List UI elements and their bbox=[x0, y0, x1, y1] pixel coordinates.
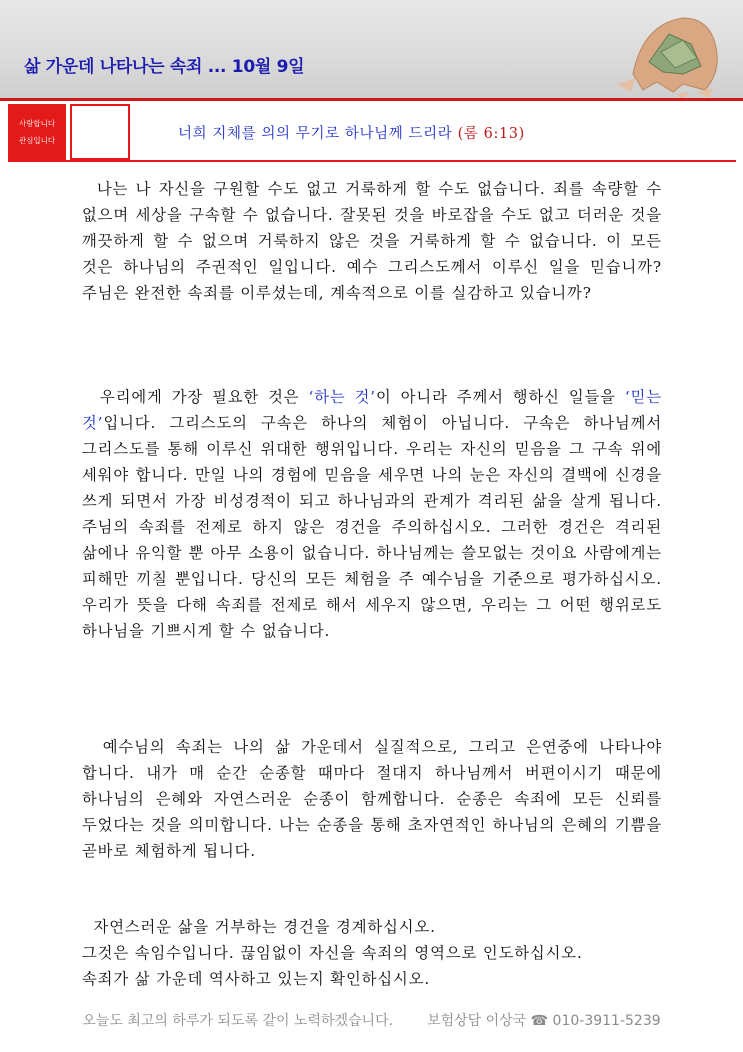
paragraph-3 bbox=[82, 734, 662, 864]
page-footer bbox=[0, 1010, 743, 1030]
paragraph-4-line-1 bbox=[82, 914, 662, 940]
paragraph-2-text-c: 이 아니라 주께서 행하신 일들을 bbox=[376, 388, 625, 406]
verse-text: 너희 지체를 의의 무기로 하나님께 드리라 bbox=[178, 126, 453, 142]
paragraph-4-line-1-text: 자연스러운 삶을 거부하는 경건을 경계하십시오. bbox=[93, 918, 436, 936]
footer-slogan: 오늘도 최고의 하루가 되도록 같이 노력하겠습니다. bbox=[82, 1013, 394, 1029]
header-divider bbox=[0, 98, 743, 101]
paragraph-2-highlight-doing: ‘하는 것’ bbox=[308, 388, 377, 406]
label-badge bbox=[8, 104, 66, 160]
paragraph-1-text: 나는 나 자신을 구원할 수도 없고 거룩하게 할 수도 없습니다. 죄를 속량할 수 없으며 세상을 구속할 수 없습니다. 잘못된 것을 바로잡을 수도 없고 더러운 것을 깨끗하게 할 수 없으며 거룩하지 않은 것을 거룩하게 할 수 없습니다. 이 모든 것은 하나님의 주권적인 일입니다. 예수 그리스도께서 이루신 일을 믿습니까? 주님은 완전한 속죄를 이루셨는데, 계속적으로 이를 실감하고 있습니까? bbox=[82, 180, 663, 302]
bible-verse bbox=[178, 122, 525, 143]
page-header bbox=[0, 0, 743, 100]
paragraph-4-line-2: 그것은 속임수입니다. 끊임없이 자신을 속죄의 영역으로 인도하십시오. bbox=[82, 944, 583, 962]
label-line-care: 관심입니다 bbox=[18, 135, 56, 145]
paragraph-2-highlight-believing: ‘믿는 것’ bbox=[82, 388, 662, 432]
footer-phone: 010-3911-5239 bbox=[552, 1013, 661, 1029]
paragraph-4-line-3: 속죄가 삶 가운데 역사하고 있는지 확인하십시오. bbox=[82, 970, 431, 988]
paragraph-2 bbox=[82, 384, 662, 644]
phone-icon: ☎ bbox=[530, 1013, 549, 1029]
paragraph-3-text: 예수님의 속죄는 나의 삶 가운데서 실질적으로, 그리고 은연중에 나타나야 합니다. 내가 매 순간 순종할 때마다 절대지 하나님께서 버편이시기 때문에 하나님의 은혜와 자연스러운 순종이 함께합니다. 순종은 속죄에 모든 신뢰를 두었다는 것을 의미합니다. 나는 순종을 통해 초자연적인 하나님의 은혜의 기쁨을 곧바로 체험하게 됩니다. bbox=[82, 738, 663, 860]
broken-eggshell-money-icon bbox=[613, 4, 723, 100]
paragraph-4 bbox=[82, 914, 662, 992]
label-line-love: 사랑합니다 bbox=[18, 119, 56, 128]
verse-divider bbox=[8, 160, 736, 162]
verse-reference: (롬 6:13) bbox=[457, 126, 525, 142]
paragraph-1 bbox=[82, 176, 662, 306]
blank-box bbox=[70, 104, 130, 160]
page-title: 삶 가운데 나타나는 속죄 ... 10월 9일 bbox=[24, 57, 305, 77]
paragraph-2-text-e: 입니다. 그리스도의 구속은 하나의 체험이 아닙니다. 구속은 하나님께서 그리스도를 통해 이루신 위대한 행위입니다. 우리는 자신의 믿음을 그 구속 위에 세워야 합니다. 만일 나의 경험에 믿음을 세우면 나의 눈은 자신의 결백에 신경을 쓰게 되면서 가장 비성경적이 되고 하나님과의 관계가 격리된 삶을 살게 됩니다. 주님의 속죄를 전제로 하지 않은 경건을 주의하십시오. 그러한 경건은 격리된 삶에나 유익할 뿐 아무 소용이 없습니다. 하나님께는 쓸모없는 것이요 사람에게는 피해만 끼칠 뿐입니다. 당신의 모든 체험을 주 예수님을 기준으로 평가하십시오. 우리가 뜻을 다해 속죄를 전제로 해서 세우지 않으면, 우리는 그 어떤 행위로도 하나님을 기쁘시게 할 수 없습니다. bbox=[82, 414, 662, 640]
paragraph-2-text-a: 우리에게 가장 필요한 것은 bbox=[100, 388, 309, 406]
footer-contact-label: 보험상담 이상국 bbox=[427, 1013, 527, 1029]
